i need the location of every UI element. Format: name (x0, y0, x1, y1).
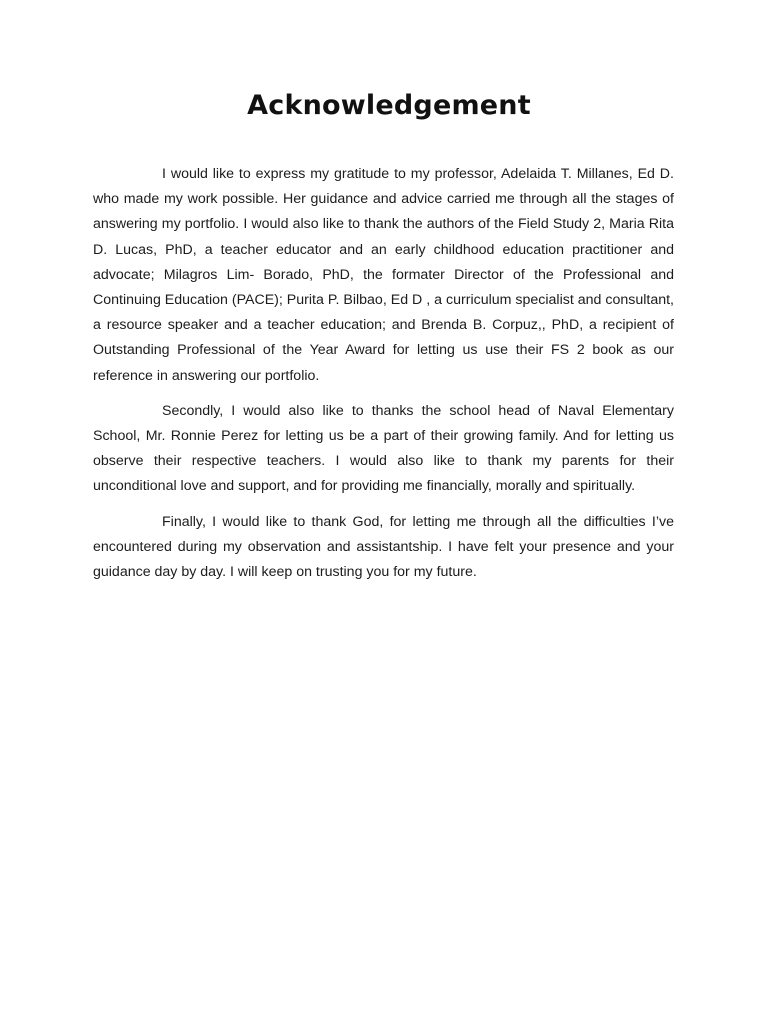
document-title: Acknowledgement (247, 90, 531, 121)
paragraph-gratitude-professor-authors: I would like to express my gratitude to my professor, Adelaida T. Millanes, Ed D. who made my work possible. Her guidance and advice carried me through all the stages of answering my portfolio. I would also like to thank the authors of the Field Study 2, Maria Rita D. Lucas, PhD, a teacher educator and an early childhood education practitioner and advocate; Milagros Lim- Borado, PhD, the formater Director of the Professional and Continuing Education (PACE); Purita P. Bilbao, Ed D , a curriculum specialist and consultant, a resource speaker and a teacher education; and Brenda B. Corpuz,, PhD, a recipient of Outstanding Professional of the Year Award for letting us use their FS 2 book as our reference in answering our portfolio. (93, 166, 674, 384)
paragraph-thanks-god: Finally, I would like to thank God, for letting me through all the difficulties I’ve encountered during my observation and assistantship. I have felt your presence and your guidance day by day. I will keep on trusting you for my future. (93, 513, 674, 581)
document-body (93, 162, 674, 585)
paragraph-school-head-parents: Secondly, I would also like to thanks the school head of Naval Elementary School, Mr. Ronnie Perez for letting us be a part of their growing family. And for letting us observe their respective teachers. I would also like to thank my parents for their unconditional love and support, and for providing me financially, morally and spiritually. (93, 402, 674, 495)
